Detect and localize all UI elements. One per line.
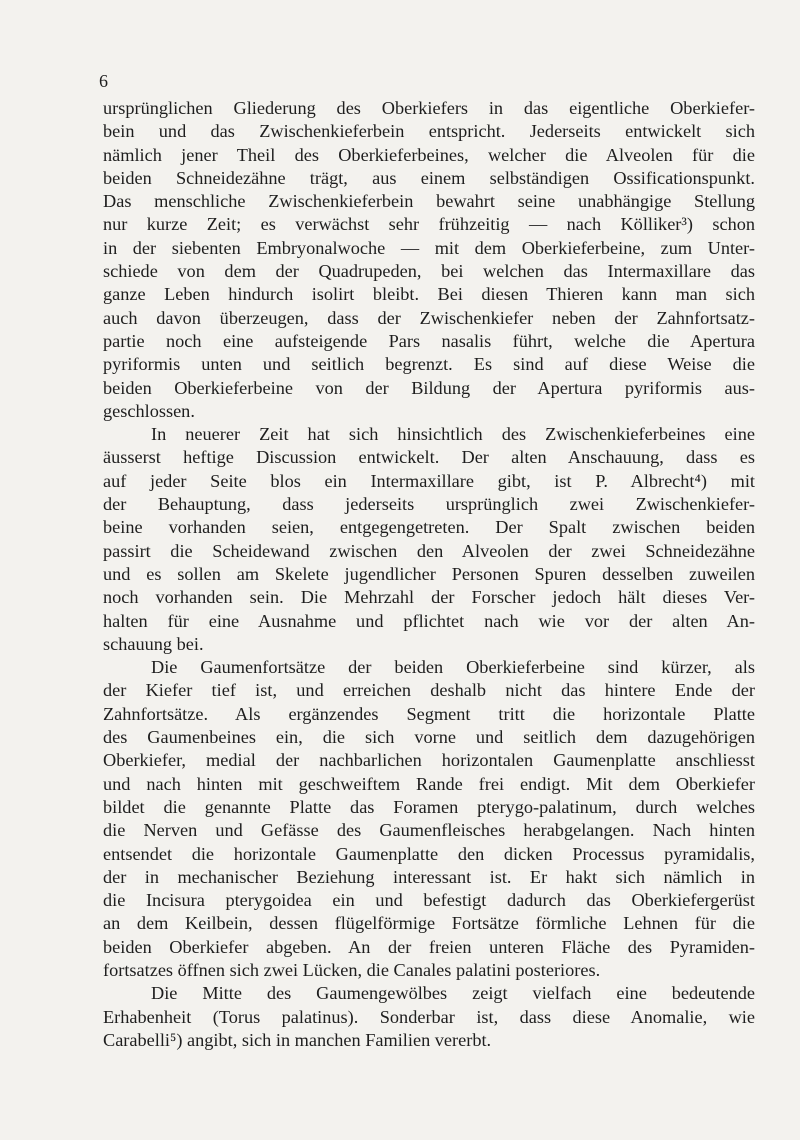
text-line: der in mechanischer Beziehung interessant ist. Er hakt sich nämlich in <box>103 866 755 887</box>
text-line: Das menschliche Zwischenkieferbein bewahrt seine unabhängige Stellung <box>103 191 755 212</box>
text-line: Erhabenheit (Torus palatinus). Sonderbar ist, dass diese Anomalie, wie <box>103 1006 755 1027</box>
text-line: ganze Leben hindurch isolirt bleibt. Bei diesen Thieren kann man sich <box>103 284 755 305</box>
text-line: Carabelli⁵) angibt, sich in manchen Familien vererbt. <box>103 1029 492 1050</box>
text-line: schauung bei. <box>103 633 204 654</box>
text-line: Die Gaumenfortsätze der beiden Oberkieferbeine sind kürzer, als <box>151 657 755 678</box>
text-line: bildet die genannte Platte das Foramen pterygo-palatinum, durch welches <box>103 796 755 817</box>
text-line: beiden Oberkieferbeine von der Bildung der Apertura pyriformis aus- <box>103 377 755 398</box>
text-line: In neuerer Zeit hat sich hinsichtlich des Zwischenkieferbeines eine <box>151 424 755 445</box>
text-line: nämlich jener Theil des Oberkieferbeines, welcher die Alveolen für die <box>103 144 755 165</box>
text-line: äusserst heftige Discussion entwickelt. Der alten Anschauung, dass es <box>103 447 755 468</box>
text-line: geschlossen. <box>103 400 195 421</box>
text-line: in der siebenten Embryonalwoche — mit dem Oberkieferbeine, zum Unter- <box>103 237 755 258</box>
text-line: Oberkiefer, medial der nachbarlichen horizontalen Gaumenplatte anschliesst <box>103 750 755 771</box>
text-line: pyriformis unten und seitlich begrenzt. Es sind auf diese Weise die <box>103 354 755 375</box>
text-line: schiede von dem der Quadrupeden, bei welchen das Intermaxillare das <box>103 261 755 282</box>
text-line: die Incisura pterygoidea ein und befestigt dadurch das Oberkiefergerüst <box>103 890 755 911</box>
text-line: und nach hinten mit geschweiftem Rande frei endigt. Mit dem Oberkiefer <box>103 773 755 794</box>
text-line: Zahnfortsätze. Als ergänzendes Segment tritt die horizontale Platte <box>103 703 755 724</box>
text-line: entsendet die horizontale Gaumenplatte den dicken Processus pyramidalis, <box>103 843 755 864</box>
text-line: und es sollen am Skelete jugendlicher Personen Spuren desselben zuweilen <box>103 563 755 584</box>
text-line: der Behauptung, dass jederseits ursprünglich zwei Zwischenkiefer- <box>103 494 755 515</box>
text-line: beine vorhanden seien, entgegengetreten. Der Spalt zwischen beiden <box>103 517 755 538</box>
text-line: auf jeder Seite blos ein Intermaxillare gibt, ist P. Albrecht⁴) mit <box>103 470 755 491</box>
text-line: fortsatzes öffnen sich zwei Lücken, die Canales palatini posteriores. <box>103 959 601 980</box>
text-line: halten für eine Ausnahme und pflichtet nach wie vor der alten An- <box>103 610 755 631</box>
text-line: der Kiefer tief ist, und erreichen deshalb nicht das hintere Ende der <box>103 680 755 701</box>
text-line: Die Mitte des Gaumengewölbes zeigt vielfach eine bedeutende <box>151 983 755 1004</box>
text-line: ursprünglichen Gliederung des Oberkiefers in das eigentliche Oberkiefer- <box>103 98 755 118</box>
text-line: bein und das Zwischenkieferbein entspricht. Jederseits entwickelt sich <box>103 121 755 142</box>
body-text <box>103 97 755 1052</box>
text-line: partie noch eine aufsteigende Pars nasalis führt, welche die Apertura <box>103 330 755 351</box>
text-line: beiden Oberkiefer abgeben. An der freien unteren Fläche des Pyramiden- <box>103 936 755 957</box>
text-line: die Nerven und Gefässe des Gaumenfleisches herabgelangen. Nach hinten <box>103 820 755 841</box>
text-line: beiden Schneidezähne trägt, aus einem selbständigen Ossificationspunkt. <box>103 167 755 188</box>
text-line: passirt die Scheidewand zwischen den Alveolen der zwei Schneidezähne <box>103 540 755 561</box>
text-line: nur kurze Zeit; es verwächst sehr frühzeitig — nach Kölliker³) schon <box>103 214 755 235</box>
page-number: 6 <box>99 71 108 91</box>
text-line: auch davon überzeugen, dass der Zwischenkiefer neben der Zahnfortsatz- <box>103 307 755 328</box>
text-line: an dem Keilbein, dessen flügelförmige Fortsätze förmliche Lehnen für die <box>103 913 755 934</box>
text-line: noch vorhanden sein. Die Mehrzahl der Forscher jedoch hält dieses Ver- <box>103 587 755 608</box>
text-line: des Gaumenbeines ein, die sich vorne und seitlich dem dazugehörigen <box>103 727 755 748</box>
